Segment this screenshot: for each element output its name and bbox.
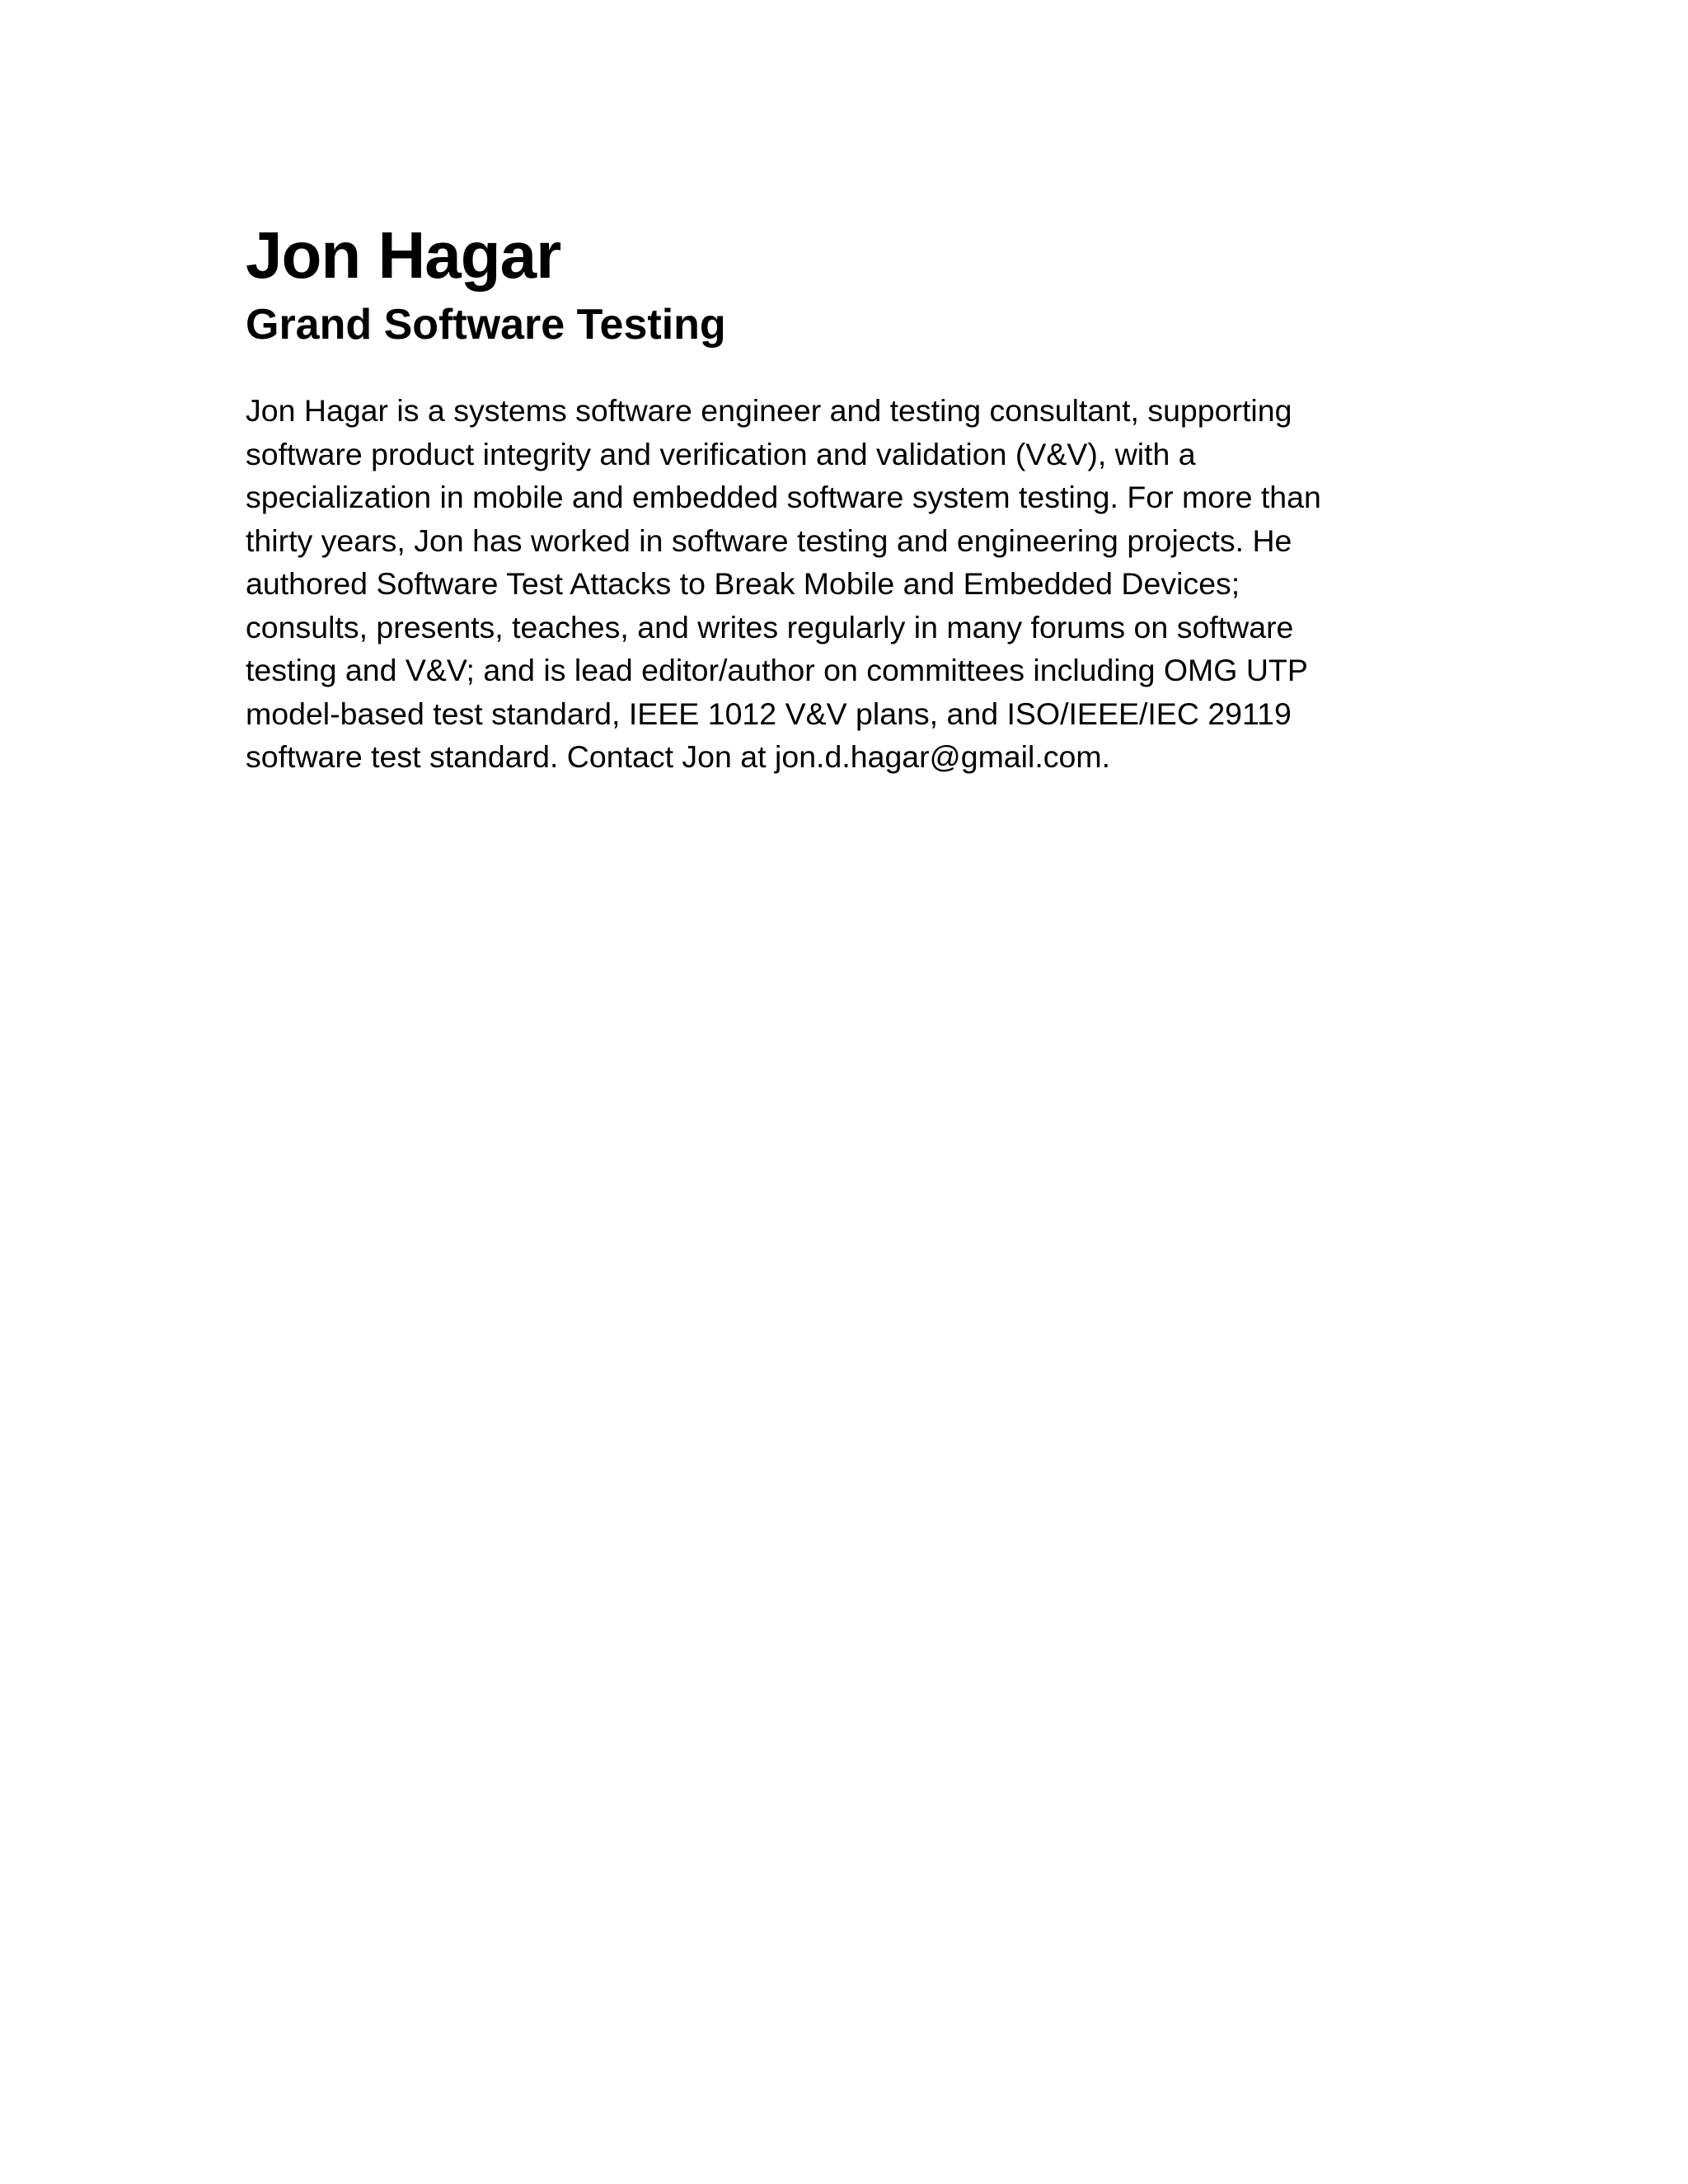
bio-paragraph	[246, 389, 1449, 779]
bio-line: thirty years, Jon has worked in software testing and engineering projects. He	[246, 523, 1292, 558]
bio-line: testing and V&V; and is lead editor/author on committees including OMG UTP	[246, 653, 1308, 687]
bio-line: consults, presents, teaches, and writes regularly in many forums on software	[246, 609, 1294, 644]
bio-line: Jon Hagar is a systems software engineer and testing consultant, supporting	[246, 393, 1292, 428]
company-name: Grand Software Testing	[246, 301, 726, 349]
author-name: Jon Hagar	[246, 218, 561, 292]
bio-line: authored Software Test Attacks to Break Mobile and Embedded Devices;	[246, 566, 1240, 601]
speaker-bio	[246, 216, 1449, 779]
bio-line: specialization in mobile and embedded software system testing. For more than	[246, 480, 1321, 514]
bio-line: model-based test standard, IEEE 1012 V&V plans, and ISO/IEEE/IEC 29119	[246, 696, 1292, 731]
bio-line: software product integrity and verification and validation (V&V), with a	[246, 436, 1196, 471]
bio-line: software test standard. Contact Jon at jon.d.hagar@gmail.com.	[246, 739, 1111, 774]
